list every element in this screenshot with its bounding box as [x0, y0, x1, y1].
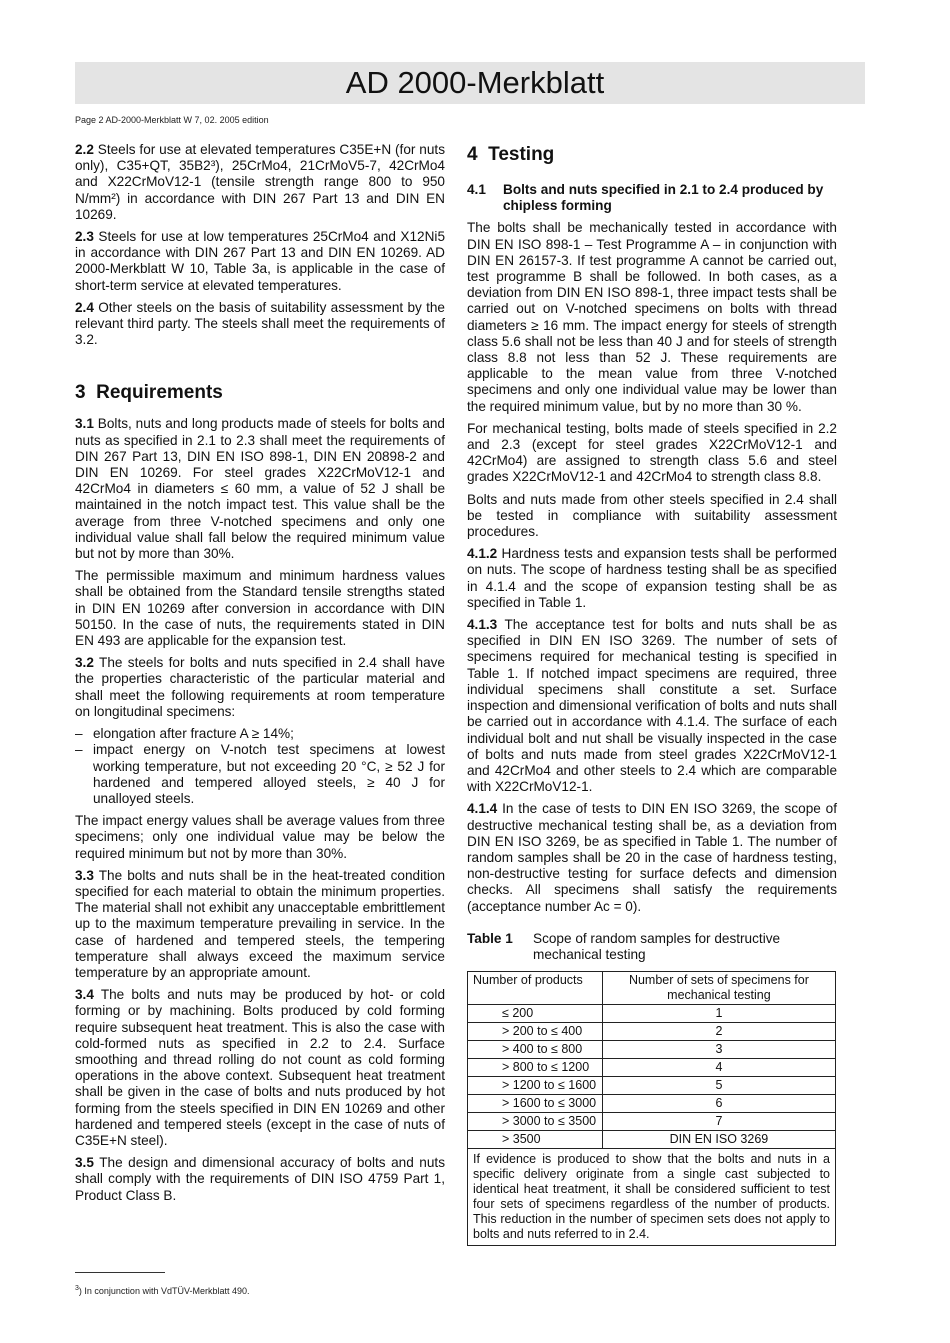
- paragraph-text: Steels for use at low temperatures 25CrMo4 and X12Ni5 in accordance with DIN 267 Part 13 and DIN EN 10269. AD 2000-Merkblatt W 10, Table 3a, is applicable in the case of short-term service at elevated temperatures.: [75, 229, 446, 293]
- heading-testing: [467, 144, 837, 166]
- paragraph-4-1-b: For mechanical testing, bolts made of steels specified in 2.2 and 2.3 (except for steel grades X22CrMoV12-1 and 42CrMo4) are assigned to strength class 5.6 and steel grades X22CrMoV12-1 and 42CrMo4 to strength class 8.8.: [467, 420, 837, 485]
- requirements-list: [75, 726, 445, 807]
- cell-sets: 6: [602, 1095, 835, 1113]
- left-column: [75, 142, 445, 1210]
- section-number: 2.4: [75, 299, 94, 315]
- section-number: 3.5: [75, 1155, 94, 1171]
- cell-sets: DIN EN ISO 3269: [602, 1131, 835, 1149]
- paragraph-text: In the case of tests to DIN EN ISO 3269, the scope of destructive mechanical testing shall be, as a deviation from DIN EN ISO 3269, be as specified in Table 1. The number of random samples shall be 20 in the case of hardness testing, non-destructive testing for surface defects and dimension checks. All specimens shall satisfy the requirements (acceptance number Ac = 0).: [467, 801, 838, 914]
- table-header-row: [468, 972, 836, 1005]
- footnote-text: In conjunction with VdTÜV-Merkblatt 490.: [84, 1286, 250, 1296]
- paragraph-text: Bolts, nuts and long products made of steels for bolts and nuts as specified in 2.1 to 2.3 shall meet the requirements of DIN 267 Part 13, DIN EN ISO 898-1, DIN EN 20898-2 and DIN EN 10269. For steel grades X22CrMoV12-1 and 42CrMo4 in diameters ≤ 60 mm, a value of 52 J shall be maintained in the notch impact test. This value shall be the average from three V-notched specimens and only one individual value shall fall below the required minimum value but not by more than 30%.: [75, 416, 445, 562]
- section-number: 3.2: [75, 655, 94, 671]
- subheading-4-1: [467, 182, 837, 214]
- paragraph-3-5: [75, 1155, 445, 1204]
- paragraph-text: The design and dimensional accuracy of bolts and nuts shall comply with the requirements of DIN ISO 4759 Part 1, Product Class B.: [75, 1155, 445, 1203]
- table-note-row: [468, 1149, 836, 1246]
- subheading-title: Bolts and nuts specified in 2.1 to 2.4 produced by chipless forming: [503, 182, 824, 214]
- table-row: [468, 1005, 836, 1023]
- paragraph-4-1-4: [467, 801, 837, 914]
- table-row: [468, 1041, 836, 1059]
- section-number: 2.2: [75, 142, 94, 157]
- list-item: – elongation after fracture A ≥ 14%;: [75, 726, 445, 742]
- cell-sets: 5: [602, 1077, 835, 1095]
- table-row: [468, 1113, 836, 1131]
- heading-number: 4: [467, 144, 478, 165]
- cell-products: > 200 to ≤ 400: [468, 1023, 603, 1041]
- paragraph-3-3: [75, 868, 445, 981]
- table-caption-text: Scope of random samples for destructive mechanical testing: [533, 930, 781, 962]
- cell-sets: 2: [602, 1023, 835, 1041]
- paragraph-4-1-a: The bolts shall be mechanically tested in accordance with DIN EN ISO 898-1 – Test Programme A – in conjunction with DIN EN 26157-3. If test programme A cannot be carried out, test programme B shall be followed. In both cases, as a deviation from DIN EN ISO 898-1, three impact tests shall be carried out on V-notched specimens on bolts with thread diameters ≥ 16 mm. The impact energy for steels of strength class 5.6 shall not be less than 40 J and for steels of strength class 8.8 not less than 52 J. These requirements are applicable to the mean value from three V-notched specimens and only one individual value may be lower than the required minimum value, but by no more than 30 %.: [467, 220, 837, 414]
- paragraph-text: Other steels on the basis of suitability assessment by the relevant third party. The steels shall meet the requirements of 3.2.: [75, 299, 445, 348]
- heading-requirements: [75, 382, 445, 404]
- footnote-mark: 3: [75, 1285, 79, 1292]
- cell-sets: 4: [602, 1059, 835, 1077]
- heading-number: 3: [75, 382, 86, 404]
- paragraph-3-2: [75, 655, 445, 720]
- paragraph-4-1-2: [467, 546, 837, 611]
- subheading-number: 4.1: [467, 182, 486, 197]
- section-number: 4.1.2: [467, 546, 498, 562]
- paragraph-3-2-b: The impact energy values shall be average values from three specimens; only one individual value may be below the required minimum but not by more than 30%.: [75, 813, 445, 861]
- section-number: 3.1: [75, 416, 94, 432]
- section-number: 2.3: [75, 229, 94, 245]
- footnote: $^3$) In conjunction with VdTÜV-Merkblatt 490.: [75, 1285, 250, 1296]
- cell-products: > 3000 to ≤ 3500: [468, 1113, 603, 1131]
- list-item: – impact energy on V-notch test specimens at lowest working temperature, but not exceeding 20 °C, ≥ 52 J for hardened and tempered alloyed steels, ≥ 40 J for unalloyed steels.: [75, 742, 445, 807]
- paragraph-3-1-b: The permissible maximum and minimum hardness values shall be obtained from the Standard tensile strengths stated in DIN EN 10269 after conversion in accordance with DIN 50150. In the case of nuts, the requirements stated in DIN EN 493 are applicable for the expansion test.: [75, 568, 445, 649]
- section-number: 4.1.4: [467, 801, 498, 817]
- table-label: Table 1: [467, 930, 513, 946]
- cell-sets: 7: [602, 1113, 835, 1131]
- cell-products: > 3500: [468, 1131, 603, 1149]
- column-header-sets: Number of sets of specimens for mechanical testing: [602, 972, 835, 1005]
- footnote-divider: [75, 1272, 165, 1273]
- cell-products: > 1600 to ≤ 3000: [468, 1095, 603, 1113]
- cell-sets: 3: [602, 1041, 835, 1059]
- paragraph-2-4: [75, 300, 445, 349]
- paragraph-text: The steels for bolts and nuts specified in 2.4 shall have the properties characteristic of the particular material and shall meet the following requirements at room temperature on longitudinal specimens:: [75, 655, 445, 719]
- paragraph-text: The acceptance test for bolts and nuts shall be as specified in DIN EN ISO 3269. The number of sets of specimens required for mechanical testing is specified in Table 1. If notched impact specimens are required, three individual specimens shall constitute a set. Surface inspection and dimensional verification of bolts and nuts shall be carried out in accordance with 4.1.4. The surface of each individual bolt and nut shall be visually inspected in the case of bolts and nuts made from steel grades X22CrMoV12-1 and 42CrMo4 and other steels to 2.4 which are comparable with X22CrMoV12-1.: [467, 617, 837, 795]
- cell-products: > 800 to ≤ 1200: [468, 1059, 603, 1077]
- table-caption: [467, 931, 837, 963]
- table-row: [468, 1095, 836, 1113]
- cell-sets: 1: [602, 1005, 835, 1023]
- paragraph-3-1: [75, 416, 445, 562]
- paragraph-3-4: [75, 987, 445, 1149]
- document-title: AD 2000-Merkblatt: [345, 65, 605, 100]
- table-row: [468, 1059, 836, 1077]
- paragraph-2-3: [75, 229, 445, 294]
- paragraph-text: The bolts and nuts may be produced by hot- or cold forming or by machining. Bolts produced by cold forming require subsequent heat treatment. This is also the case with cold-formed nuts as specified in 2.2 to 2.4. Surface smoothing and thread rolling do not count as cold forming operations in the above context. Subsequent heat treatment shall be given in the case of bolts and nuts produced by hot forming from the steels specified in DIN EN 10269 and other hardened and tempered steels (except in the case of nuts of C35E+N steel).: [75, 987, 446, 1148]
- paragraph-2-2: [75, 142, 445, 223]
- table-row: [468, 1023, 836, 1041]
- table-row: [468, 1131, 836, 1149]
- section-number: 4.1.3: [467, 617, 498, 633]
- column-header-products: Number of products: [468, 972, 603, 1005]
- table-note: If evidence is produced to show that the bolts and nuts in a specific delivery originate from a single cast subjected to identical heat treatment, it shall be considered sufficient to test four sets of specimens regardless of the number of products. This reduction in the number of specimen sets does not apply to bolts and nuts referred to in 2.4.: [468, 1149, 836, 1246]
- paragraph-4-1-3: [467, 617, 837, 795]
- table-row: [468, 1077, 836, 1095]
- paragraph-text: Steels for use at elevated temperatures C35E+N (for nuts only), C35+QT, 35B2³), 25CrMo4, 21CrMoV5-7, 42CrMo4 and X22CrMoV12-1 (tensile strength range 800 to 950 N/mm²) in accordance with DIN 267 Part 13 and DIN EN 10269.: [75, 142, 445, 222]
- section-number: 3.4: [75, 987, 94, 1003]
- heading-title: Testing: [488, 144, 555, 165]
- heading-title: Requirements: [96, 382, 223, 404]
- page-reference: Page 2 AD-2000-Merkblatt W 7, 02. 2005 edition: [75, 115, 269, 125]
- paragraph-text: The bolts and nuts shall be in the heat-treated condition specified for each material to obtain the minimum properties. The material shall not exhibit any unacceptable embrittlement up to the maximum temperature prevailing in service. In the case of hardened and tempered steels, the tempering temperature shall always exceed the maximum service temperature by an appropriate amount.: [75, 867, 446, 980]
- paragraph-4-1-c: Bolts and nuts made from other steels specified in 2.4 shall be tested in compliance with suitability assessment procedures.: [467, 491, 837, 540]
- sampling-table: [467, 971, 836, 1246]
- cell-products: ≤ 200: [468, 1005, 603, 1023]
- section-number: 3.3: [75, 867, 94, 883]
- right-column: [467, 142, 837, 1246]
- paragraph-text: Hardness tests and expansion tests shall be performed on nuts. The scope of hardness testing shall be as specified in 4.1.4 and the scope of expansion testing shall be as specified in Table 1.: [467, 546, 837, 610]
- cell-products: > 400 to ≤ 800: [468, 1041, 603, 1059]
- cell-products: > 1200 to ≤ 1600: [468, 1077, 603, 1095]
